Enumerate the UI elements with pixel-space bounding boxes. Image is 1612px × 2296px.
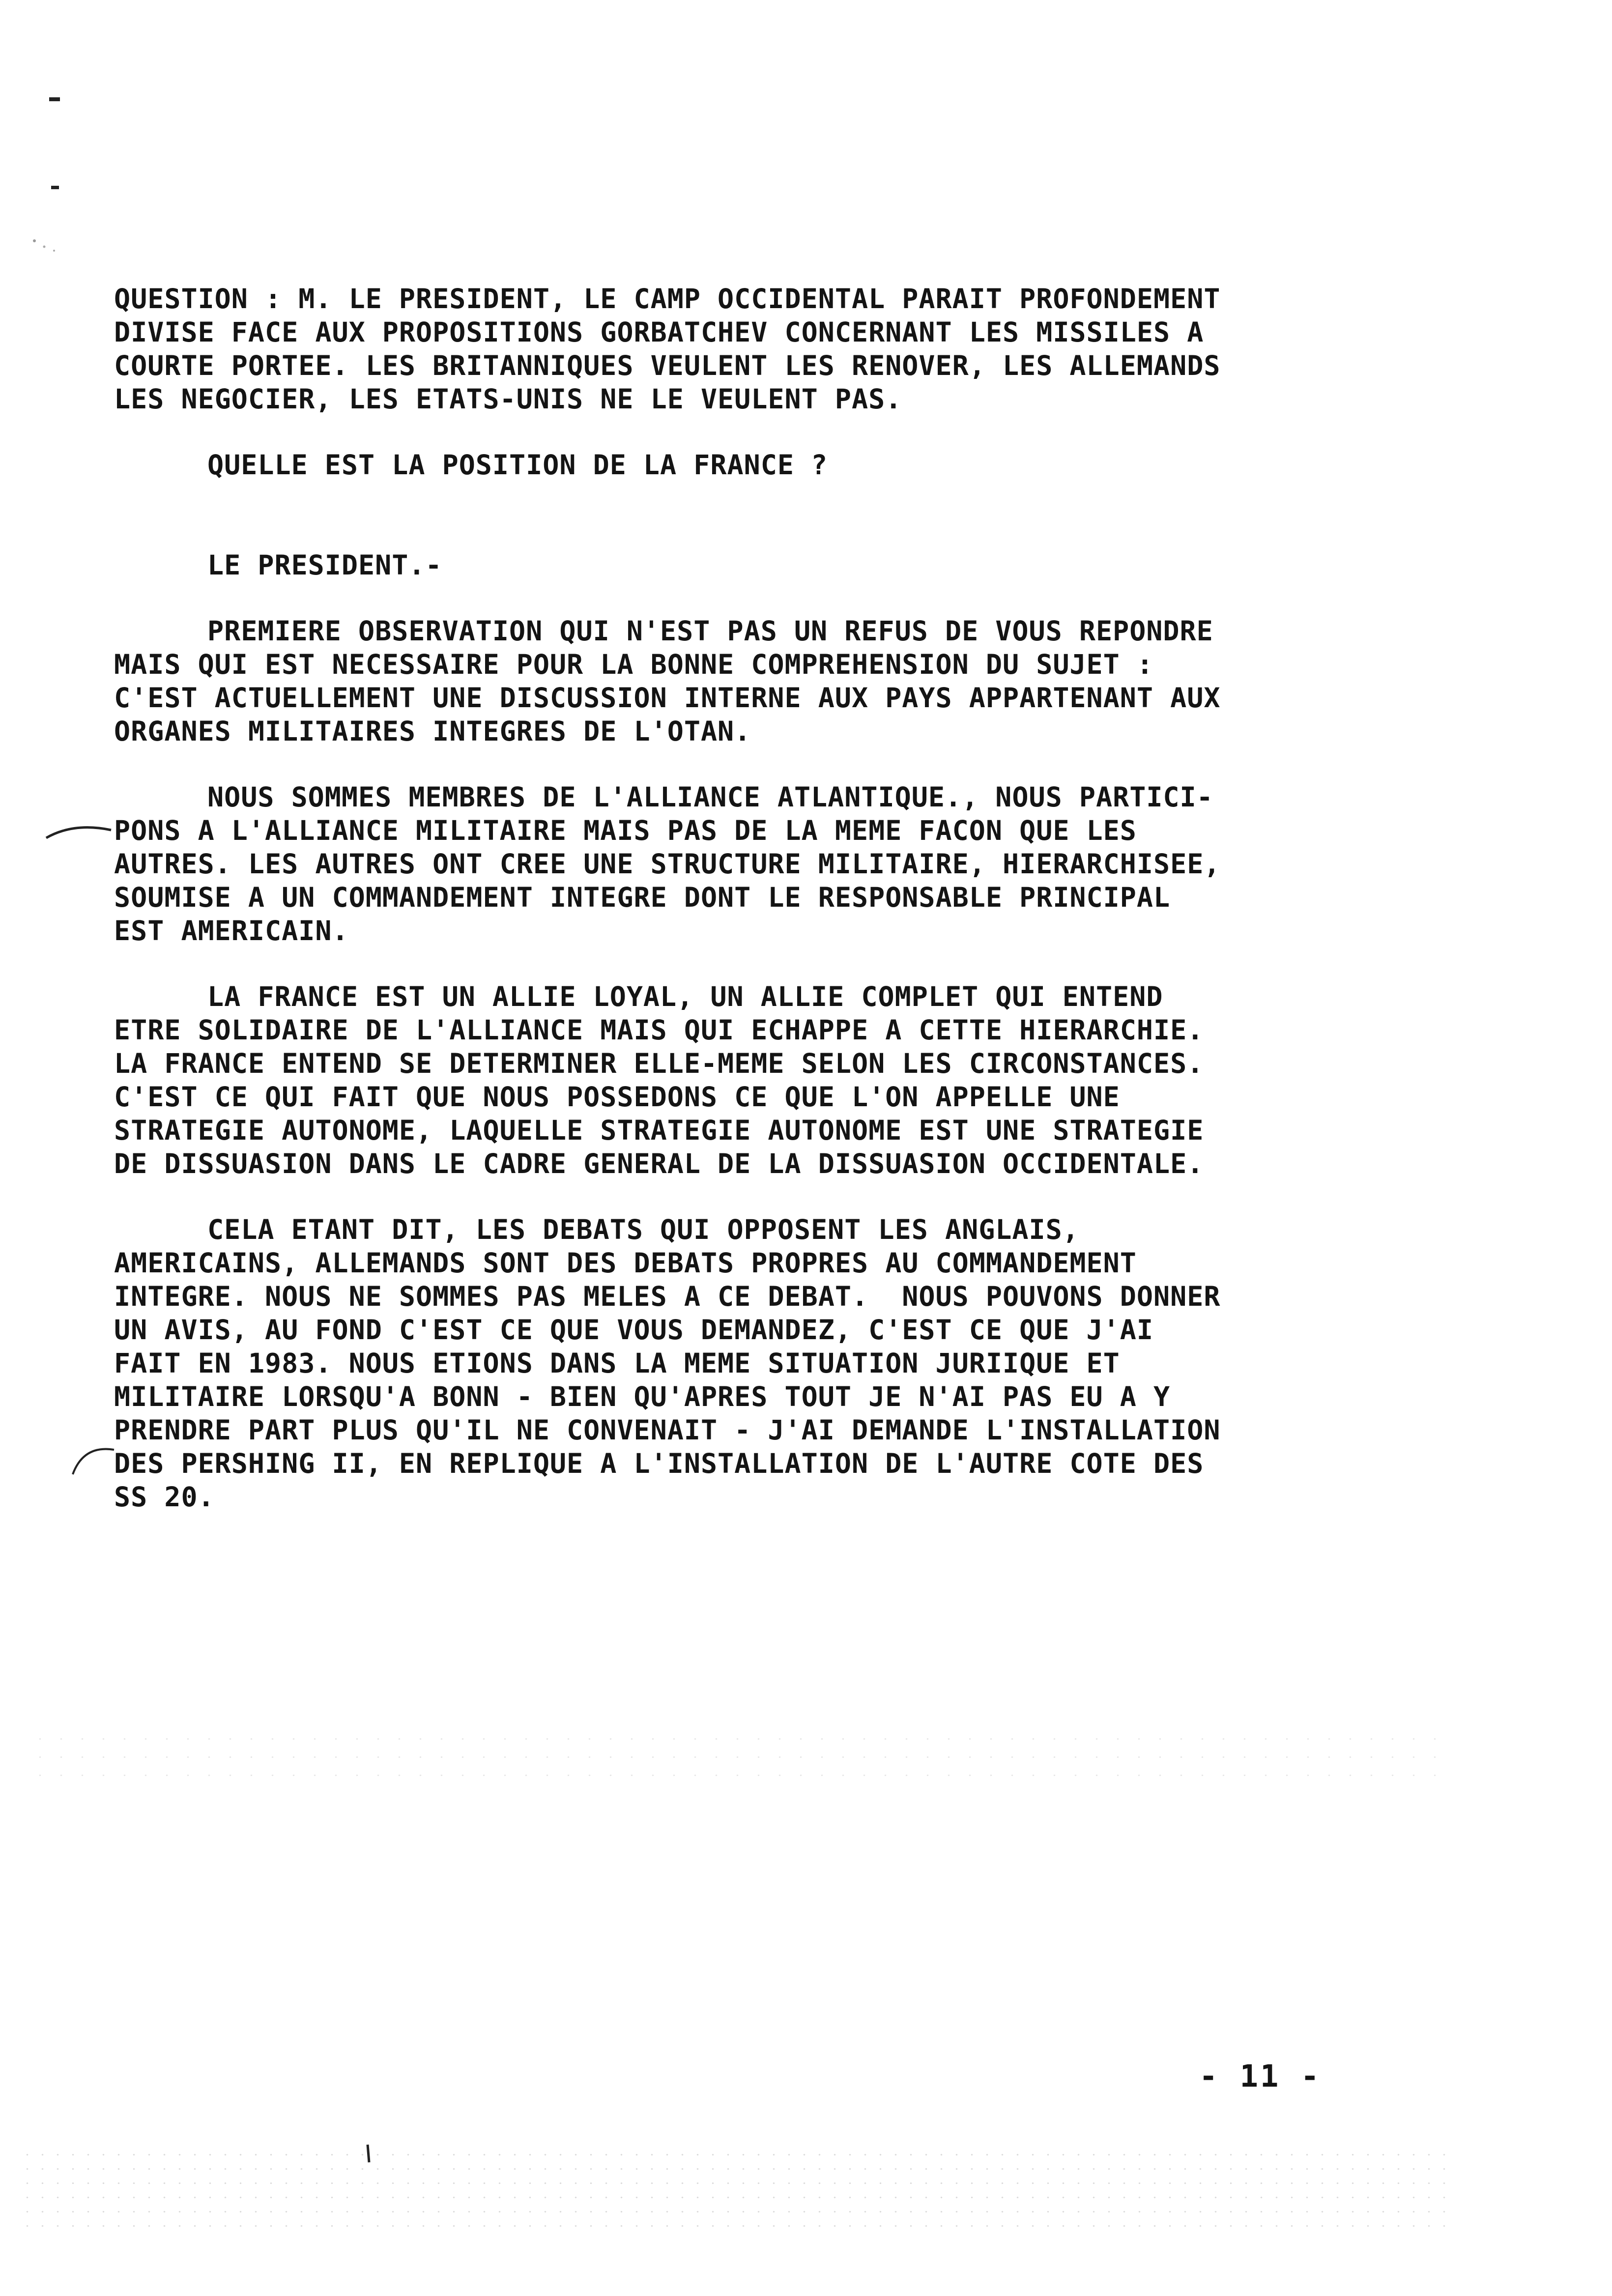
text-line: LA FRANCE EST UN ALLIE LOYAL, UN ALLIE COMPLET QUI ENTEND bbox=[207, 981, 1163, 1012]
text-line: LES NEGOCIER, LES ETATS-UNIS NE LE VEULENT PAS. bbox=[114, 383, 902, 415]
text-line: ETRE SOLIDAIRE DE L'ALLIANCE MAIS QUI ECHAPPE A CETTE HIERARCHIE. bbox=[114, 1014, 1204, 1046]
text-line: C'EST ACTUELLEMENT UNE DISCUSSION INTERNE AUX PAYS APPARTENANT AUX bbox=[114, 682, 1221, 714]
text-line: PRENDRE PART PLUS QU'IL NE CONVENAIT - J'AI DEMANDE L'INSTALLATION bbox=[114, 1414, 1221, 1446]
text-line: DIVISE FACE AUX PROPOSITIONS GORBATCHEV CONCERNANT LES MISSILES A bbox=[114, 316, 1204, 348]
text-line: CELA ETANT DIT, LES DEBATS QUI OPPOSENT LES ANGLAIS, bbox=[207, 1214, 1079, 1245]
text-line: INTEGRE. NOUS NE SOMMES PAS MELES A CE DEBAT. NOUS POUVONS DONNER bbox=[114, 1281, 1221, 1312]
text-line: DES PERSHING II, EN REPLIQUE A L'INSTALLATION DE L'AUTRE COTE DES bbox=[114, 1448, 1204, 1479]
text-line: MAIS QUI EST NECESSAIRE POUR LA BONNE COMPREHENSION DU SUJET : bbox=[114, 649, 1153, 680]
text-line: ORGANES MILITAIRES INTEGRES DE L'OTAN. bbox=[114, 716, 751, 747]
text-line: LE PRESIDENT.- bbox=[207, 549, 442, 581]
spacer bbox=[114, 582, 1510, 614]
spacer bbox=[114, 748, 1510, 780]
spacer bbox=[114, 947, 1510, 980]
text-line: AMERICAINS, ALLEMANDS SONT DES DEBATS PROPRES AU COMMANDEMENT bbox=[114, 1247, 1137, 1279]
document-body bbox=[114, 282, 1510, 1514]
paragraph-question-2 bbox=[114, 448, 1510, 482]
paragraph-answer-1 bbox=[114, 614, 1510, 748]
spacer bbox=[114, 416, 1510, 448]
margin-stroke-mark bbox=[44, 813, 118, 843]
text-line: SS 20. bbox=[114, 1481, 215, 1513]
text-line: PONS A L'ALLIANCE MILITAIRE MAIS PAS DE LA MEME FACON QUE LES bbox=[114, 815, 1137, 846]
text-line: EST AMERICAIN. bbox=[114, 915, 349, 947]
paragraph-answer-3 bbox=[114, 980, 1510, 1180]
scan-specks bbox=[29, 236, 64, 265]
text-line: LA FRANCE ENTEND SE DETERMINER ELLE-MEME SELON LES CIRCONSTANCES. bbox=[114, 1048, 1204, 1079]
paragraph-answer-2 bbox=[114, 780, 1510, 947]
margin-mark bbox=[49, 97, 60, 101]
text-line: NOUS SOMMES MEMBRES DE L'ALLIANCE ATLANTIQUE., NOUS PARTICI- bbox=[207, 781, 1213, 813]
text-line: QUELLE EST LA POSITION DE LA FRANCE ? bbox=[207, 449, 828, 481]
paragraph-answer-4 bbox=[114, 1213, 1510, 1514]
spacer bbox=[114, 1180, 1510, 1213]
margin-mark bbox=[51, 186, 59, 189]
text-line: PREMIERE OBSERVATION QUI N'EST PAS UN REFUS DE VOUS REPONDRE bbox=[207, 615, 1213, 647]
text-line: DE DISSUASION DANS LE CADRE GENERAL DE LA DISSUASION OCCIDENTALE. bbox=[114, 1148, 1204, 1179]
margin-curve-mark bbox=[69, 1435, 118, 1479]
text-line: COURTE PORTEE. LES BRITANNIQUES VEULENT LES RENOVER, LES ALLEMANDS bbox=[114, 350, 1221, 381]
text-line: MILITAIRE LORSQU'A BONN - BIEN QU'APRES TOUT JE N'AI PAS EU A Y bbox=[114, 1381, 1171, 1412]
text-line: UN AVIS, AU FOND C'EST CE QUE VOUS DEMANDEZ, C'EST CE QUE J'AI bbox=[114, 1314, 1153, 1346]
text-line: FAIT EN 1983. NOUS ETIONS DANS LA MEME SITUATION JURIIQUE ET bbox=[114, 1348, 1120, 1379]
spacer bbox=[114, 482, 1510, 548]
text-line: STRATEGIE AUTONOME, LAQUELLE STRATEGIE AUTONOME EST UNE STRATEGIE bbox=[114, 1115, 1204, 1146]
text-line: AUTRES. LES AUTRES ONT CREE UNE STRUCTURE MILITAIRE, HIERARCHISEE, bbox=[114, 848, 1221, 880]
scan-noise bbox=[20, 2148, 1455, 2236]
speaker-label bbox=[114, 548, 1510, 582]
scan-noise bbox=[29, 1730, 1455, 1789]
text-line: SOUMISE A UN COMMANDEMENT INTEGRE DONT LE RESPONSABLE PRINCIPAL bbox=[114, 882, 1171, 913]
paragraph-question bbox=[114, 282, 1510, 416]
text-line: QUESTION : M. LE PRESIDENT, LE CAMP OCCIDENTAL PARAIT PROFONDEMENT bbox=[114, 283, 1221, 315]
page-number: - 11 - bbox=[1199, 2058, 1321, 2094]
text-line: C'EST CE QUI FAIT QUE NOUS POSSEDONS CE QUE L'ON APPELLE UNE bbox=[114, 1081, 1120, 1113]
